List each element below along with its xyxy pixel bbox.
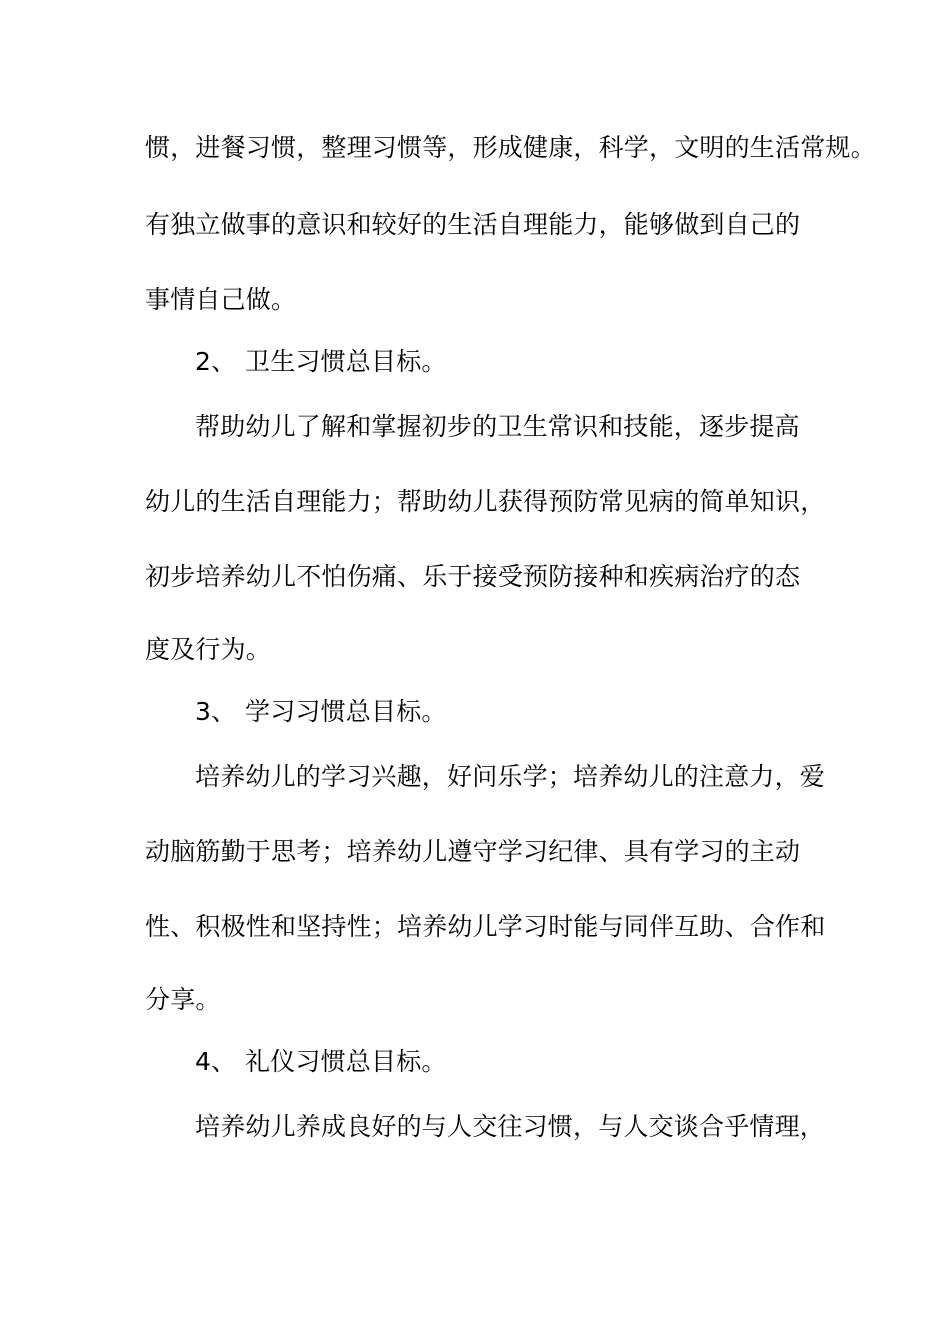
paragraph-line: 初步培养幼儿不怕伤痛、乐于接受预防接种和疾病治疗的态: [145, 562, 801, 591]
heading-number: 3、: [195, 697, 237, 726]
paragraph-line: 度及行为。: [145, 635, 272, 664]
heading-number: 2、: [195, 347, 237, 376]
paragraph-line: 幼儿的生活自理能力；帮助幼儿获得预防常见病的简单知识，: [145, 487, 826, 516]
heading-title: 学习习惯总目标。: [245, 697, 447, 726]
paragraph-line: 分享。: [145, 985, 221, 1014]
paragraph-line: 惯，进餐习惯，整理习惯等，形成健康，科学，文明的生活常规。: [145, 133, 876, 162]
section-heading-etiquette: [195, 1045, 875, 1079]
paragraph-line: 有独立做事的意识和较好的生活自理能力，能够做到自己的: [145, 210, 801, 239]
paragraph-line: 帮助幼儿了解和掌握初步的卫生常识和技能，逐步提高: [195, 412, 800, 441]
section-heading-learning: [195, 695, 875, 729]
paragraph-line: 事情自己做。: [145, 285, 297, 314]
section-heading-hygiene: [195, 345, 875, 379]
heading-number: 4、: [195, 1047, 237, 1076]
paragraph-line: 培养幼儿养成良好的与人交往习惯，与人交谈合乎情理，: [195, 1112, 826, 1141]
heading-title: 卫生习惯总目标。: [245, 347, 447, 376]
heading-title: 礼仪习惯总目标。: [245, 1047, 447, 1076]
paragraph-line: 培养幼儿的学习兴趣，好问乐学；培养幼儿的注意力，爱: [195, 762, 826, 791]
paragraph-line: 动脑筋勤于思考；培养幼儿遵守学习纪律、具有学习的主动: [145, 837, 801, 866]
paragraph-line: 性、积极性和坚持性；培养幼儿学习时能与同伴互助、合作和: [145, 912, 826, 941]
